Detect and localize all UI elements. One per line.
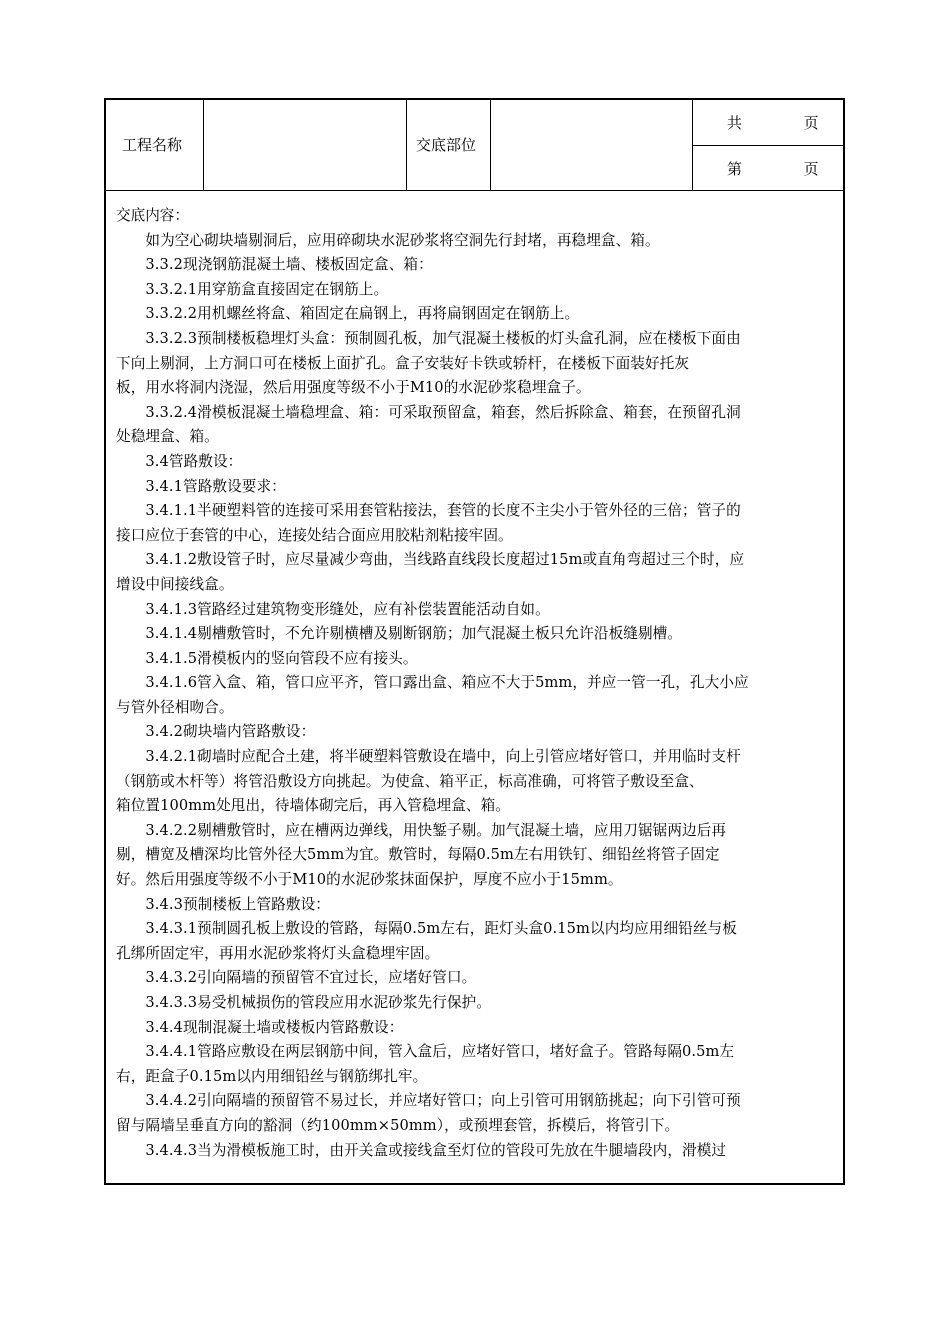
content-line: 处稳埋盒、箱。 — [116, 428, 219, 446]
page-no-prefix: 第 — [727, 160, 743, 178]
content-line: 3.3.2现浇钢筋混凝土墙、楼板固定盒、箱： — [116, 256, 433, 274]
content-line: 3.3.2.3预制楼板稳埋灯头盒：预制圆孔板，加气混凝土楼板的灯头盒孔洞，应在楼板下面由 — [116, 329, 741, 347]
content-line: 3.4.2砌块墙内管路敷设： — [116, 723, 316, 741]
location-label: 交底部位 — [416, 136, 477, 154]
content-line: 3.3.2.4滑模板混凝土墙稳埋盒、箱：可采取预留盒，箱套，然后拆除盒、箱套，在预留孔洞 — [116, 403, 741, 421]
content-lines — [116, 229, 840, 1164]
content-line: 如为空心砌块墙剔洞后，应用碎砌块水泥砂浆将空洞先行封堵，再稳埋盒、箱。 — [116, 231, 660, 249]
content-line: 3.4.2.1砌墙时应配合土建，将半硬塑料管敷设在墙中，向上引管应堵好管口，并用临时支杆 — [116, 748, 741, 766]
page-cell-divider — [692, 145, 844, 146]
content-line: 增设中间接线盒。 — [116, 575, 234, 593]
page-no-suffix: 页 — [803, 160, 819, 178]
content-line: 3.4.1.1半硬塑料管的连接可采用套管粘接法，套管的长度不主尖小于管外径的三倍；管子的 — [116, 502, 741, 520]
content-line: 3.4.1管路敷设要求： — [116, 477, 286, 495]
content-line: 板，用水将洞内浇湿，然后用强度等级不小于M10的水泥砂浆稳埋盒子。 — [116, 379, 591, 397]
content-line: 孔绑所固定牢，再用水泥砂浆将灯头盒稳埋牢固。 — [116, 944, 440, 962]
content-line: 3.4.1.2敷设管子时，应尽量减少弯曲，当线路直线段长度超过15m或直角弯超过三个时，应 — [116, 551, 745, 569]
disclosure-content — [116, 204, 840, 1163]
header-bottom-line — [105, 190, 845, 191]
content-line: 留与隔墙呈垂直方向的豁洞（约100mm×50mm），或预埋套管，拆模后，将管引下。 — [116, 1116, 680, 1134]
content-line: （钢筋或木杆等）将管沿敷设方向挑起。为使盒、箱平正，标高准确，可将管子敷设至盒、 — [116, 772, 704, 790]
content-line: 3.4.4.1管路应敷设在两层钢筋中间，管入盒后，应堵好管口，堵好盒子。管路每隔0.5m左 — [116, 1043, 735, 1061]
header-divider-3 — [490, 99, 491, 191]
content-line: 右，距盒子0.15m以内用细铅丝与钢筋绑扎牢。 — [116, 1067, 428, 1085]
content-line: 下向上剔洞，上方洞口可在楼板上面扩孔。盒子安装好卡铁或轿杆，在楼板下面装好托灰 — [116, 354, 690, 372]
content-label: 交底内容： — [116, 207, 189, 224]
content-line: 3.4.1.5滑模板内的竖向管段不应有接头。 — [116, 649, 418, 667]
content-line: 3.3.2.2用机螺丝将盒、箱固定在扁钢上，再将扁钢固定在钢筋上。 — [116, 305, 580, 323]
content-line: 3.4.3预制楼板上管路敷设： — [116, 895, 330, 913]
header-divider-1 — [203, 99, 204, 191]
total-pages-suffix: 页 — [803, 114, 819, 132]
content-line: 3.4.3.3易受机械损伤的管段应用水泥砂浆先行保护。 — [116, 994, 492, 1011]
total-pages-prefix: 共 — [727, 114, 743, 132]
content-line: 3.4.4.2引向隔墙的预留管不易过长，并应堵好管口；向上引管可用钢筋挑起；向下引管可预 — [116, 1092, 741, 1110]
content-line: 箱位置100mm处甩出，待墙体砌完后，再入管稳埋盒、箱。 — [116, 797, 510, 815]
header-divider-2 — [406, 99, 407, 191]
content-line: 3.4.2.2剔槽敷管时，应在槽两边弹线，用快錾子剔。加气混凝土墙，应用刀锯锯两边后再 — [116, 821, 727, 839]
total-pages-cell — [727, 114, 819, 132]
content-line: 接口应位于套管的中心，连接处结合面应用胶粘剂粘接牢固。 — [116, 526, 513, 544]
content-line: 3.4.4.3当为滑模板施工时，由开关盒或接线盒至灯位的管段可先放在牛腿墙段内，滑模过 — [116, 1141, 727, 1159]
content-line: 3.4.3.1预制圆孔板上敷设的管路，每隔0.5m左右，距灯头盒0.15m以内均应用细铅丝与板 — [116, 920, 737, 938]
content-line: 3.4.1.3管路经过建筑物变形缝处，应有补偿装置能活动自如。 — [116, 600, 550, 618]
content-line: 3.4.1.4剔槽敷管时，不允许剔横槽及剔断钢筋；加气混凝土板只允许沿板缝剔槽。 — [116, 625, 683, 643]
content-line: 3.3.2.1用穿筋盒直接固定在钢筋上。 — [116, 280, 389, 298]
project-name-label: 工程名称 — [122, 136, 183, 154]
content-line: 3.4.3.2引向隔墙的预留管不宜过长，应堵好管口。 — [116, 969, 477, 987]
content-line: 与管外径相吻合。 — [116, 698, 234, 716]
page-no-cell — [727, 160, 819, 178]
content-line: 3.4.1.6管入盒、箱，管口应平齐，管口露出盒、箱应不大于5mm，并应一管一孔，孔大小应 — [116, 674, 749, 692]
content-line: 3.4.4现制混凝土墙或楼板内管路敷设： — [116, 1018, 404, 1036]
content-line: 好。然后用强度等级不小于M10的水泥砂浆抹面保护，厚度不应小于15mm。 — [116, 871, 623, 889]
content-line: 3.4管路敷设： — [116, 452, 243, 470]
content-line: 剔，槽宽及槽深均比管外径大5mm为宜。敷管时，每隔0.5m左右用铁钉、细铅丝将管子固定 — [116, 846, 720, 864]
